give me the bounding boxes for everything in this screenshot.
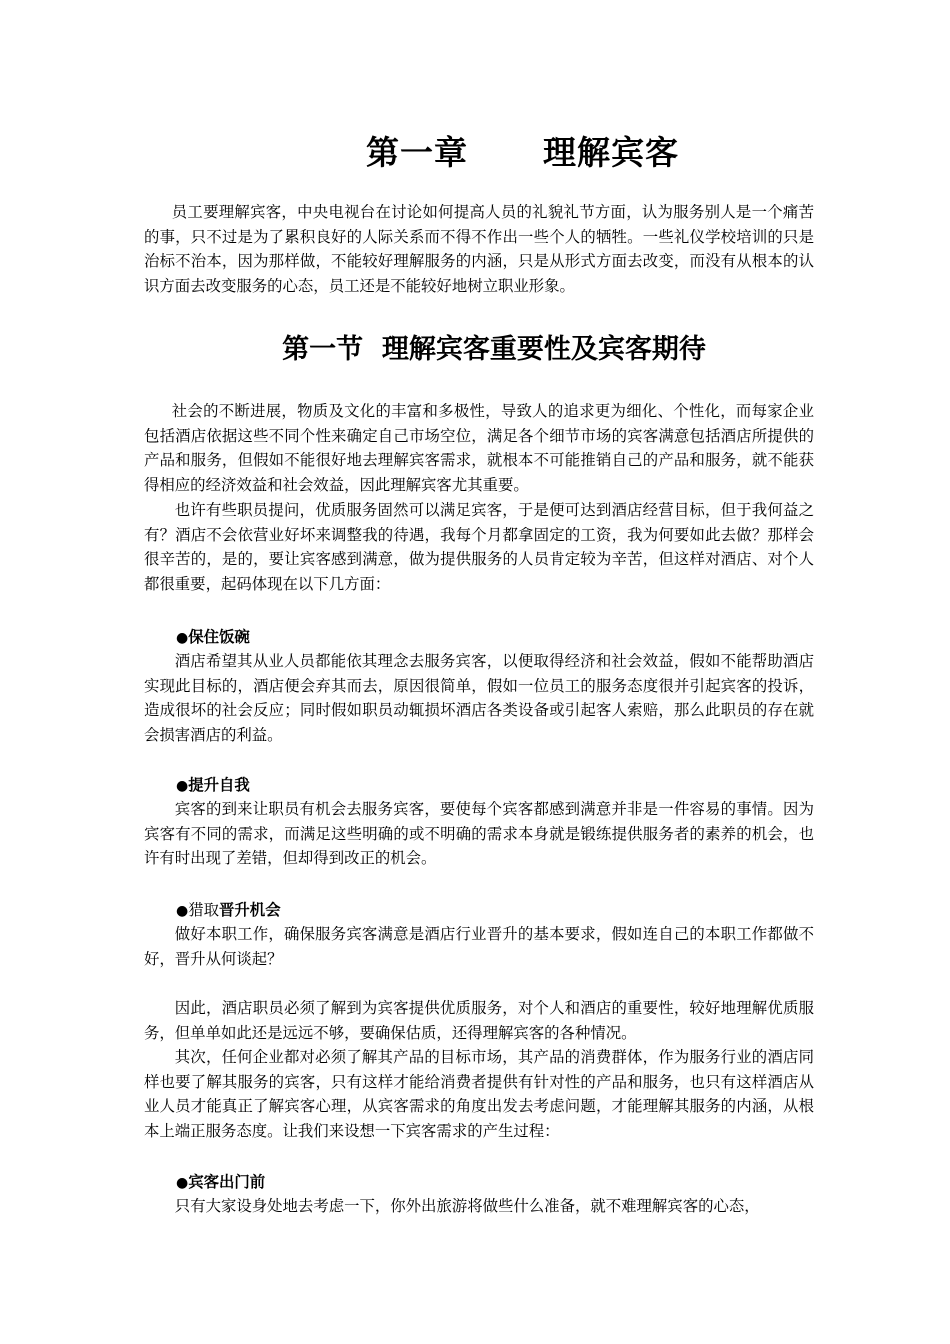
paragraph-2: 也许有些职员提问，优质服务固然可以满足宾客，于是便可达到酒店经营目标，但于我何益之有？酒店不会依营业好坏来调整我的待遇，我每个月都拿固定的工资，我为何要如此去做？那样会很辛苦的，是的，要让宾客感到满意，做为提供服务的人员肯定较为辛苦，但这样对酒店、对个人都很重要，起码体现在以下几方面：	[144, 501, 814, 593]
paragraph-1: 社会的不断进展，物质及文化的丰富和多极性，导致人的追求更为细化、个性化，而每家企业包括酒店依据这些不同个性来确定自己市场空位，满足各个细节市场的宾客满意包括酒店所提供的产品和服务，但假如不能很好地去理解宾客需求，就根本不可能推销自己的产品和服务，就不能获得相应的经济效益和社会效益，因此理解宾客尤其重要。	[144, 402, 814, 494]
bullet-dot-icon: ●	[176, 903, 189, 919]
paragraph-6: 因此，酒店职员必须了解到为宾客提供优质服务，对个人和酒店的重要性，较好地理解优质服务，但单单如此还是远远不够，要确保估质，还得理解宾客的各种情况。	[144, 999, 814, 1042]
paragraph-7: 其次，任何企业都对必须了解其产品的目标市场，其产品的消费群体，作为服务行业的酒店同样也要了解其服务的宾客，只有这样才能给消费者提供有针对性的产品和服务，也只有这样酒店从业人员才能真正了解宾客心理，从宾客需求的角度出发去考虑问题，才能理解其服务的内涵，从根本上端正服务态度。让我们来设想一下宾客需求的产生过程：	[144, 1048, 814, 1140]
bullet-label: 保住饭碗	[188, 628, 250, 646]
bullet-heading-3	[176, 898, 281, 923]
bullet-dot-icon: ●	[176, 1175, 189, 1191]
bullet-heading-2	[176, 773, 250, 798]
paragraph-3: 酒店希望其从业人员都能依其理念去服务宾客，以便取得经济和社会效益，假如不能帮助酒店实现此目标的，酒店便会弃其而去，原因很简单，假如一位员工的服务态度很并引起宾客的投诉，造成很坏的社会反应；同时假如职员动辄损坏酒店各类设备或引起客人索赔，那么此职员的存在就会损害酒店的利益。	[144, 652, 814, 744]
bullet-label: 提升自我	[188, 776, 250, 794]
paragraph-5: 做好本职工作，确保服务宾客满意是酒店行业晋升的基本要求，假如连自己的本职工作都做不好，晋升从何谈起？	[144, 925, 814, 968]
paragraph-8: 只有大家设身处地去考虑一下，你外出旅游将做些什么准备，就不难理解宾客的心态，	[174, 1197, 760, 1215]
chapter-title: 第一章 理解宾客	[366, 133, 679, 172]
bullet-label: 宾客出门前	[188, 1173, 266, 1191]
bullet-label-prefix: 猎取	[188, 901, 220, 919]
bullet-dot-icon: ●	[176, 778, 189, 794]
bullet-heading-4	[176, 1170, 265, 1195]
bullet-heading-1	[176, 625, 250, 650]
bullet-dot-icon: ●	[176, 630, 189, 646]
intro-paragraph: 员工要理解宾客，中央电视台在讨论如何提高人员的礼貌礼节方面，认为服务别人是一个痛苦的事，只不过是为了累积良好的人际关系而不得不作出一些个人的牺牲。一些礼仪学校培训的只是治标不治本，因为那样做，不能较好理解服务的内涵，只是从形式方面去改变，而没有从根本的认识方面去改变服务的心态，员工还是不能较好地树立职业形象。	[144, 203, 814, 295]
paragraph-4: 宾客的到来让职员有机会去服务宾客，要使每个宾客都感到满意并非是一件容易的事情。因为宾客有不同的需求，而满足这些明确的或不明确的需求本身就是锻练提供服务者的素养的机会，也许有时出现了差错，但却得到改正的机会。	[144, 800, 814, 868]
bullet-label: 晋升机会	[219, 901, 281, 919]
section-title: 第一节 理解宾客重要性及宾客期待	[282, 334, 706, 365]
